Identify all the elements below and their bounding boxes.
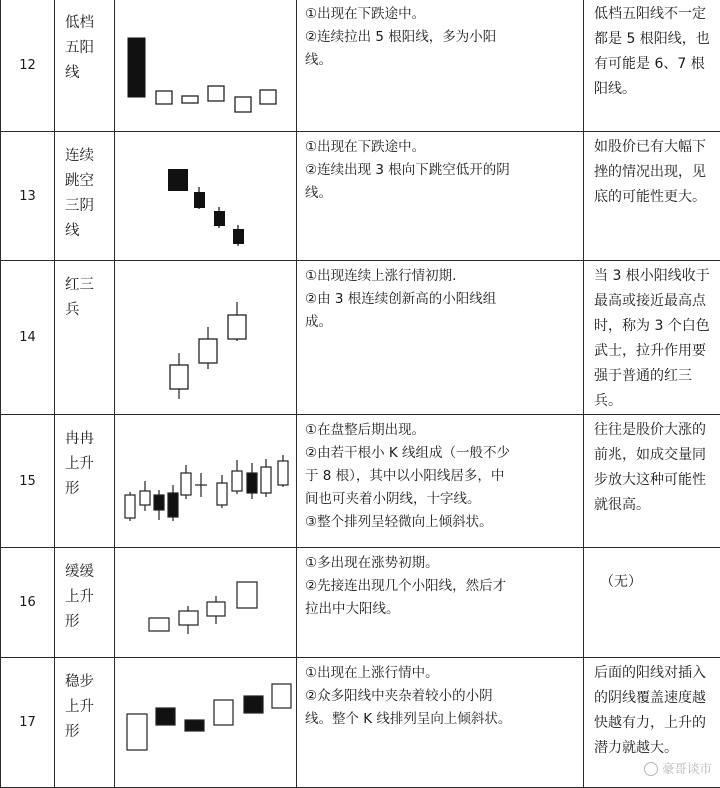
feature-line: 线。整个 K 线排列呈向上倾斜状。 [305, 708, 577, 731]
row-number: 13 [1, 132, 55, 261]
table-row [1, 0, 720, 132]
pattern-name [55, 132, 115, 261]
table-row [1, 132, 720, 261]
bull-candle [278, 461, 288, 485]
pattern-name-line: 低档 [65, 11, 114, 36]
bear-candle [233, 229, 244, 244]
bear-candle [154, 495, 164, 510]
feature-line: ②连续拉出 5 根阳线，多为小阳 [305, 26, 577, 49]
candlestick-chart [115, 415, 297, 546]
bear-candle [194, 192, 205, 208]
feature-line: ①出现在下跌途中。 [305, 136, 577, 159]
bull-candle [232, 471, 242, 491]
pattern-name [55, 548, 115, 658]
bull-candle [261, 467, 271, 493]
bull-candle [217, 483, 227, 505]
bear-candle [214, 211, 225, 226]
pattern-name [55, 0, 115, 132]
table-row [1, 548, 720, 658]
pattern-name-line: 三阴 [65, 194, 114, 219]
bull-candle [181, 473, 191, 495]
candlestick-figure [115, 132, 297, 261]
candlestick-chart [115, 132, 297, 259]
candlestick-figure [115, 658, 297, 788]
bull-candle [140, 491, 150, 505]
pattern-name [55, 261, 115, 415]
pattern-name-line: 跳空 [65, 169, 114, 194]
bull-candle [127, 714, 147, 750]
pattern-name-line: 稳步 [65, 670, 114, 695]
bull-candle [199, 339, 217, 363]
pattern-name-line: 线 [65, 219, 114, 244]
table-row [1, 415, 720, 548]
pattern-features [297, 548, 584, 658]
bull-candle [272, 684, 291, 708]
pattern-name-line: 上升 [65, 452, 114, 477]
feature-line: ①在盘整后期出现。 [305, 419, 577, 442]
candlestick-figure [115, 415, 297, 548]
feature-line: ②连续出现 3 根向下跳空低开的阴 [305, 159, 577, 182]
bull-candle [228, 315, 246, 339]
bear-candle [168, 493, 178, 517]
feature-line: ①出现在下跌途中。 [305, 3, 577, 26]
pattern-features [297, 415, 584, 548]
bull-candle [208, 86, 224, 101]
bear-candle [247, 473, 257, 493]
pattern-name-line: 兵 [65, 298, 114, 323]
candlestick-chart [115, 548, 297, 656]
wechat-icon [644, 762, 658, 776]
bull-candle [170, 365, 188, 389]
bull-candle [149, 618, 169, 631]
pattern-name [55, 415, 115, 548]
bear-candle [185, 720, 204, 731]
candlestick-chart [115, 658, 297, 786]
candlestick-chart [115, 261, 297, 409]
pattern-name-line: 五阳 [65, 36, 114, 61]
pattern-name [55, 658, 115, 788]
row-number: 15 [1, 415, 55, 548]
pattern-features [297, 0, 584, 132]
feature-line: 线。 [305, 49, 577, 72]
pattern-name-line: 冉冉 [65, 427, 114, 452]
feature-line: ②先接连出现几个小阳线，然后才 [305, 575, 577, 598]
pattern-features [297, 261, 584, 415]
pattern-name-line: 连续 [65, 144, 114, 169]
pattern-name-line: 形 [65, 610, 114, 635]
feature-line: ②众多阳线中夹杂着较小的小阴 [305, 685, 577, 708]
pattern-note: （无） [584, 548, 720, 658]
watermark-text: 豪哥谈市 [662, 761, 712, 776]
pattern-note: 如股价已有大幅下挫的情况出现，见底的可能性更大。 [584, 132, 720, 261]
pattern-name-line: 红三 [65, 273, 114, 298]
pattern-note: 往往是股价大涨的前兆，如成交量同步放大这种可能性就很高。 [584, 415, 720, 548]
feature-line: 成。 [305, 311, 577, 334]
pattern-features [297, 658, 584, 788]
feature-line: ②由若干根小 K 线组成（一般不少 [305, 442, 577, 465]
pattern-note: 后面的阳线对插入的阴线覆盖速度越快越有力，上升的潜力就越大。 [584, 658, 720, 788]
bull-candle [125, 495, 135, 518]
candlestick-figure [115, 0, 297, 132]
watermark [644, 759, 712, 777]
feature-line: ③整个排列呈轻微向上倾斜状。 [305, 511, 577, 534]
pattern-features [297, 132, 584, 261]
pattern-name-line: 形 [65, 477, 114, 502]
bull-candle [235, 97, 251, 112]
pattern-note: 低档五阳线不一定都是 5 根阳线，也有可能是 6、7 根阳线。 [584, 0, 720, 132]
candlestick-figure [115, 548, 297, 658]
feature-line: 拉出中大阳线。 [305, 598, 577, 621]
row-number: 16 [1, 548, 55, 658]
table-row [1, 658, 720, 788]
feature-line: ②由 3 根连续创新高的小阳线组 [305, 288, 577, 311]
pattern-name-line: 线 [65, 61, 114, 86]
bull-candle [207, 602, 225, 616]
bear-candle [156, 708, 175, 725]
pattern-note: 当 3 根小阳线收于最高或接近最高点时，称为 3 个白色武士，拉升作用要强于普通的红三兵。 [584, 261, 720, 415]
bull-candle [260, 90, 276, 104]
feature-line: ①多出现在涨势初期。 [305, 552, 577, 575]
feature-line: 间也可夹着小阴线，十字线。 [305, 488, 577, 511]
feature-line: 于 8 根），其中以小阳线居多，中 [305, 465, 577, 488]
bull-candle [214, 700, 233, 725]
bear-candle [128, 38, 145, 97]
feature-line: ①出现在上涨行情中。 [305, 662, 577, 685]
feature-line: 线。 [305, 182, 577, 205]
bear-candle [244, 696, 263, 713]
row-number: 17 [1, 658, 55, 788]
bull-candle [182, 96, 198, 103]
row-number: 12 [1, 0, 55, 132]
feature-line: ①出现连续上涨行情初期. [305, 265, 577, 288]
pattern-name-line: 缓缓 [65, 560, 114, 585]
candlestick-chart [115, 0, 297, 130]
bear-candle [168, 169, 188, 191]
table-row [1, 261, 720, 415]
pattern-name-line: 上升 [65, 695, 114, 720]
bull-candle [237, 582, 257, 608]
candlestick-figure [115, 261, 297, 415]
pattern-name-line: 上升 [65, 585, 114, 610]
bull-candle [156, 91, 172, 104]
row-number: 14 [1, 261, 55, 415]
bull-candle [179, 611, 198, 625]
pattern-name-line: 形 [65, 720, 114, 745]
